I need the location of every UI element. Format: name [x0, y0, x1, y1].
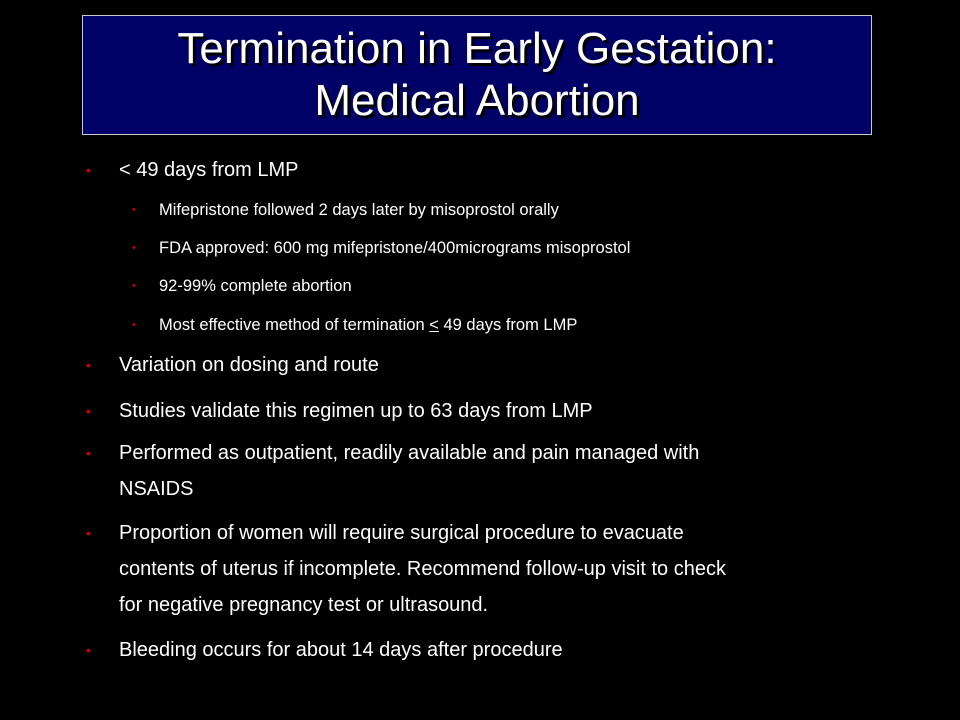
bullet-icon: • — [86, 445, 91, 461]
bullet-item-surgical-followup — [86, 515, 726, 623]
bullet-text: Proportion of women will require surgical procedure to evacuate — [119, 522, 684, 544]
bullet-text: Bleeding occurs for about 14 days after procedure — [119, 639, 563, 661]
title-box — [82, 15, 872, 135]
bullet-text: Studies validate this regimen up to 63 days from LMP — [119, 400, 593, 422]
bullet-item-variation — [86, 347, 379, 383]
sub-bullet-text: Mifepristone followed 2 days later by misoprostol orally — [159, 201, 559, 219]
sub-bullet-text: 92-99% complete abortion — [159, 277, 352, 295]
sub-bullet-item-most-effective — [132, 314, 578, 336]
sub-bullet-item-efficacy — [132, 275, 352, 297]
bullet-text-continued: contents of uterus if incomplete. Recommend follow-up visit to check — [119, 558, 726, 580]
bullet-icon: • — [132, 280, 136, 292]
bullet-text: < 49 days from LMP — [119, 159, 299, 181]
bullet-icon: • — [86, 525, 91, 541]
bullet-icon: • — [86, 162, 91, 178]
bullet-icon: • — [132, 319, 136, 331]
bullet-item-lmp-window — [86, 152, 299, 188]
sub-bullet-item-regimen — [132, 199, 559, 221]
bullet-item-studies — [86, 393, 593, 429]
bullet-icon: • — [86, 642, 91, 658]
bullet-text-continued: for negative pregnancy test or ultrasound. — [119, 594, 489, 616]
sub-bullet-text: FDA approved: 600 mg mifepristone/400micrograms misoprostol — [159, 239, 631, 257]
sub-bullet-text: Most effective method of termination < 49 days from LMP — [159, 316, 578, 334]
less-equal-symbol: < — [429, 316, 439, 334]
bullet-item-outpatient — [86, 435, 700, 507]
bullet-text: Performed as outpatient, readily available and pain managed with — [119, 442, 700, 464]
bullet-icon: • — [132, 204, 136, 216]
bullet-item-bleeding — [86, 632, 563, 668]
bullet-text: Variation on dosing and route — [119, 354, 379, 376]
bullet-icon: • — [86, 357, 91, 373]
slide-title-line-1: Termination in Early Gestation: — [177, 24, 777, 73]
bullet-text-continued: NSAIDS — [119, 478, 194, 500]
bullet-icon: • — [132, 242, 136, 254]
slide-title-line-2: Medical Abortion — [314, 76, 640, 125]
sub-bullet-item-fda — [132, 237, 631, 259]
bullet-icon: • — [86, 403, 91, 419]
